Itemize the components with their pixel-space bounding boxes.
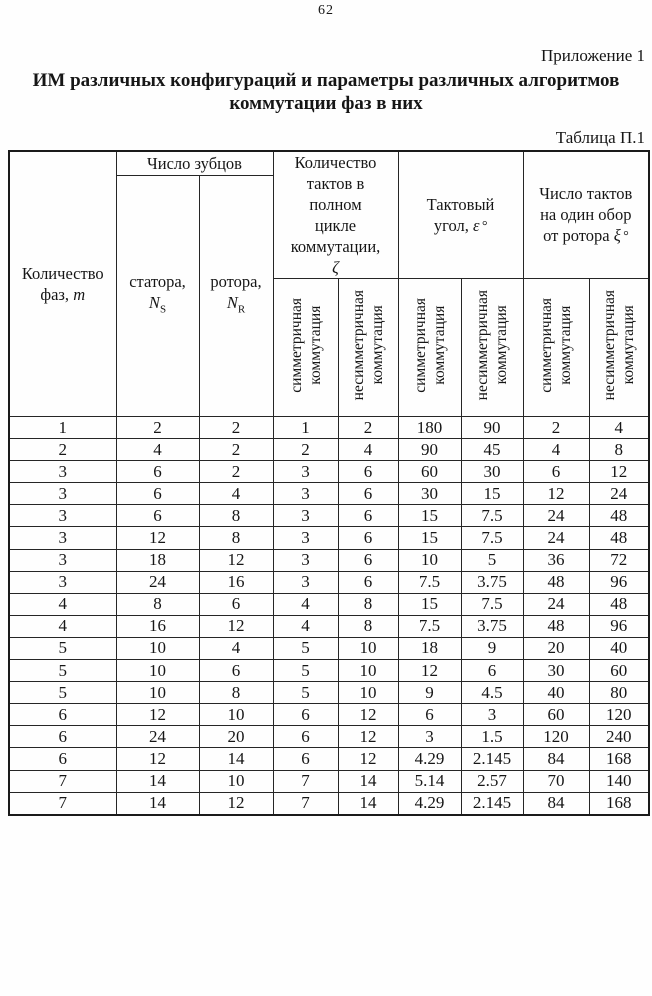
table-cell: 7.5 [461,527,523,549]
table-row [9,792,649,815]
table-cell: 12 [116,704,199,726]
table-cell: 72 [589,549,649,571]
table-cell: 12 [199,549,273,571]
table-cell: 3 [9,461,116,483]
table-cell: 5 [461,549,523,571]
table-cell: 3 [273,549,338,571]
table-cell: 12 [199,792,273,815]
table-cell: 140 [589,770,649,792]
table-cell: 10 [338,637,398,659]
table-cell: 4 [199,483,273,505]
table-row [9,637,649,659]
table-cell: 7 [9,770,116,792]
table-cell: 14 [116,770,199,792]
table-cell: 4 [523,439,589,461]
table-cell: 9 [398,682,461,704]
table-cell: 48 [589,527,649,549]
table-cell: 6 [273,704,338,726]
table-cell: 6 [199,660,273,682]
table-cell: 14 [338,792,398,815]
table-cell: 6 [9,704,116,726]
table-cell: 6 [338,461,398,483]
table-cell: 4.5 [461,682,523,704]
table-cell: 18 [116,549,199,571]
header-stator: статора, $N_S$ [116,176,199,417]
appendix-label: Приложение 1 [541,46,645,65]
table-cell: 3 [273,461,338,483]
table-cell: 24 [523,593,589,615]
table-cell: 24 [116,571,199,593]
table-cell: 12 [338,704,398,726]
table-row [9,549,649,571]
page-number: 62 [318,3,334,18]
document-title-line2: коммутации фаз в них [229,93,423,114]
table-cell: 10 [338,660,398,682]
table-cell: 48 [523,615,589,637]
table-cell: 4.29 [398,792,461,815]
stator-symbol: N [148,293,160,313]
table-cell: 7.5 [398,571,461,593]
table-cell: 30 [523,660,589,682]
table-cell: 40 [589,637,649,659]
table-cell: 90 [461,417,523,439]
table-cell: 96 [589,571,649,593]
table-cell: 12 [338,748,398,770]
table-cell: 2 [116,417,199,439]
table-cell: 6 [116,505,199,527]
header-group-revolution: Число тактов на один обор от ротора ξ ° [523,151,649,279]
table-cell: 7 [273,792,338,815]
table-cell: 1 [273,417,338,439]
table-cell: 48 [589,505,649,527]
header-phases: Количество фаз, m [9,151,116,417]
table-cell: 5 [9,637,116,659]
table-cell: 40 [523,682,589,704]
table-cell: 6 [199,593,273,615]
header-group-angle: Тактовый угол, ε ° [398,151,523,279]
table-caption: Таблица П.1 [555,128,645,147]
table-cell: 3 [273,483,338,505]
table-cell: 3 [9,549,116,571]
table-cell: 15 [398,527,461,549]
table-cell: 15 [461,483,523,505]
table-cell: 3 [9,483,116,505]
table-cell: 2 [273,439,338,461]
table-row [9,461,649,483]
subheader-symmetric-angle: симметричная коммутация [398,279,461,417]
document-title [0,69,652,115]
table-row [9,748,649,770]
table-cell: 10 [116,682,199,704]
table-cell: 6 [273,748,338,770]
table-cell: 3 [9,527,116,549]
table-cell: 10 [116,637,199,659]
rotor-symbol: N [226,293,238,313]
table-row [9,527,649,549]
table-cell: 2 [523,417,589,439]
document-title-line1: ИМ различных конфигураций и параметры различных алгоритмов [32,70,620,91]
table-cell: 6 [273,726,338,748]
table-cell: 6 [338,505,398,527]
table-cell: 12 [199,615,273,637]
table-row [9,483,649,505]
table-cell: 48 [589,593,649,615]
table-cell: 3 [9,571,116,593]
table-cell: 14 [116,792,199,815]
table-cell: 10 [398,549,461,571]
table-cell: 24 [589,483,649,505]
table-cell: 8 [338,593,398,615]
table-cell: 4 [338,439,398,461]
table-cell: 12 [338,726,398,748]
table-cell: 60 [398,461,461,483]
table-cell: 4 [273,615,338,637]
table-cell: 15 [398,505,461,527]
table-cell: 3 [9,505,116,527]
table-cell: 14 [199,748,273,770]
subheader-symmetric-revolution: симметричная коммутация [523,279,589,417]
table-cell: 6 [523,461,589,483]
table-cell: 3.75 [461,615,523,637]
table-cell: 4 [9,593,116,615]
table-row [9,660,649,682]
table-cell: 3 [273,527,338,549]
table-cell: 16 [116,615,199,637]
table-cell: 5 [9,660,116,682]
header-rotor: ротора, $N_R$ [199,176,273,417]
table-cell: 20 [199,726,273,748]
header-group-cycle: Количество тактов в полном цикле коммутации, ζ [273,151,398,279]
parameters-table [8,150,650,816]
table-cell: 4 [116,439,199,461]
table-cell: 9 [461,637,523,659]
angle-symbol: ε [473,215,480,235]
table-cell: 7.5 [398,615,461,637]
table-cell: 3 [273,571,338,593]
revolution-degree-sign: ° [622,229,629,244]
table-cell: 168 [589,748,649,770]
table-cell: 7.5 [461,593,523,615]
table-cell: 10 [199,704,273,726]
table-cell: 12 [523,483,589,505]
table-cell: 24 [523,505,589,527]
table-cell: 8 [199,682,273,704]
table-cell: 240 [589,726,649,748]
table-cell: 7 [9,792,116,815]
subheader-asymmetric-revolution: несимметричная коммутация [589,279,649,417]
table-cell: 12 [116,748,199,770]
table-cell: 80 [589,682,649,704]
table-cell: 6 [338,483,398,505]
table-cell: 3.75 [461,571,523,593]
table-cell: 48 [523,571,589,593]
table-cell: 70 [523,770,589,792]
table-cell: 6 [338,527,398,549]
table-row [9,615,649,637]
cycle-symbol: ζ [332,258,339,277]
table-cell: 10 [116,660,199,682]
revolution-symbol: ξ [613,226,621,245]
table-cell: 6 [9,726,116,748]
table-cell: 5 [9,682,116,704]
table-cell: 30 [461,461,523,483]
table-cell: 6 [116,461,199,483]
table-row [9,505,649,527]
table-cell: 4 [589,417,649,439]
table-cell: 90 [398,439,461,461]
table-cell: 84 [523,792,589,815]
table-cell: 8 [338,615,398,637]
phases-symbol: m [73,285,86,304]
table-cell: 6 [9,748,116,770]
table-cell: 14 [338,770,398,792]
table-cell: 120 [523,726,589,748]
table-cell: 20 [523,637,589,659]
table-cell: 5.14 [398,770,461,792]
table-cell: 10 [199,770,273,792]
table-cell: 18 [398,637,461,659]
table-cell: 4 [9,615,116,637]
table-cell: 5 [273,660,338,682]
table-row [9,593,649,615]
table-cell: 84 [523,748,589,770]
table-cell: 2.145 [461,748,523,770]
table-cell: 4.29 [398,748,461,770]
table-cell: 5 [273,682,338,704]
table-cell: 12 [398,660,461,682]
table-row [9,682,649,704]
subheader-symmetric-cycle: симметричная коммутация [273,279,338,417]
table-cell: 45 [461,439,523,461]
table-row [9,571,649,593]
table-cell: 60 [589,660,649,682]
table-row [9,770,649,792]
table-cell: 3 [273,505,338,527]
table-cell: 3 [461,704,523,726]
table-cell: 12 [589,461,649,483]
table-cell: 96 [589,615,649,637]
table-cell: 36 [523,549,589,571]
table-cell: 6 [461,660,523,682]
table-cell: 4 [199,637,273,659]
table-cell: 120 [589,704,649,726]
table-cell: 16 [199,571,273,593]
table-cell: 7 [273,770,338,792]
table-cell: 60 [523,704,589,726]
table-cell: 8 [199,527,273,549]
table-cell: 6 [116,483,199,505]
table-cell: 6 [338,549,398,571]
table-cell: 24 [523,527,589,549]
table-cell: 24 [116,726,199,748]
table-cell: 8 [589,439,649,461]
table-row [9,417,649,439]
table-cell: 10 [338,682,398,704]
table-cell: 3 [398,726,461,748]
table-cell: 8 [199,505,273,527]
table-cell: 30 [398,483,461,505]
table-row [9,704,649,726]
table-cell: 168 [589,792,649,815]
table-body [9,417,649,815]
table-cell: 2 [199,417,273,439]
header-group-teeth: Число зубцов [116,151,273,176]
table-cell: 6 [398,704,461,726]
table-cell: 7.5 [461,505,523,527]
table-cell: 2 [199,439,273,461]
table-cell: 180 [398,417,461,439]
table-cell: 8 [116,593,199,615]
table-cell: 2 [9,439,116,461]
table-row [9,439,649,461]
table-cell: 2.145 [461,792,523,815]
table-cell: 5 [273,637,338,659]
table-cell: 1 [9,417,116,439]
table-cell: 1.5 [461,726,523,748]
angle-degree-sign: ° [481,218,488,234]
table-cell: 12 [116,527,199,549]
table-cell: 6 [338,571,398,593]
subheader-asymmetric-angle: несимметричная коммутация [461,279,523,417]
table-cell: 4 [273,593,338,615]
table-cell: 2 [199,461,273,483]
table-cell: 2.57 [461,770,523,792]
table-row [9,726,649,748]
subheader-asymmetric-cycle: несимметричная коммутация [338,279,398,417]
table-cell: 15 [398,593,461,615]
table-cell: 2 [338,417,398,439]
